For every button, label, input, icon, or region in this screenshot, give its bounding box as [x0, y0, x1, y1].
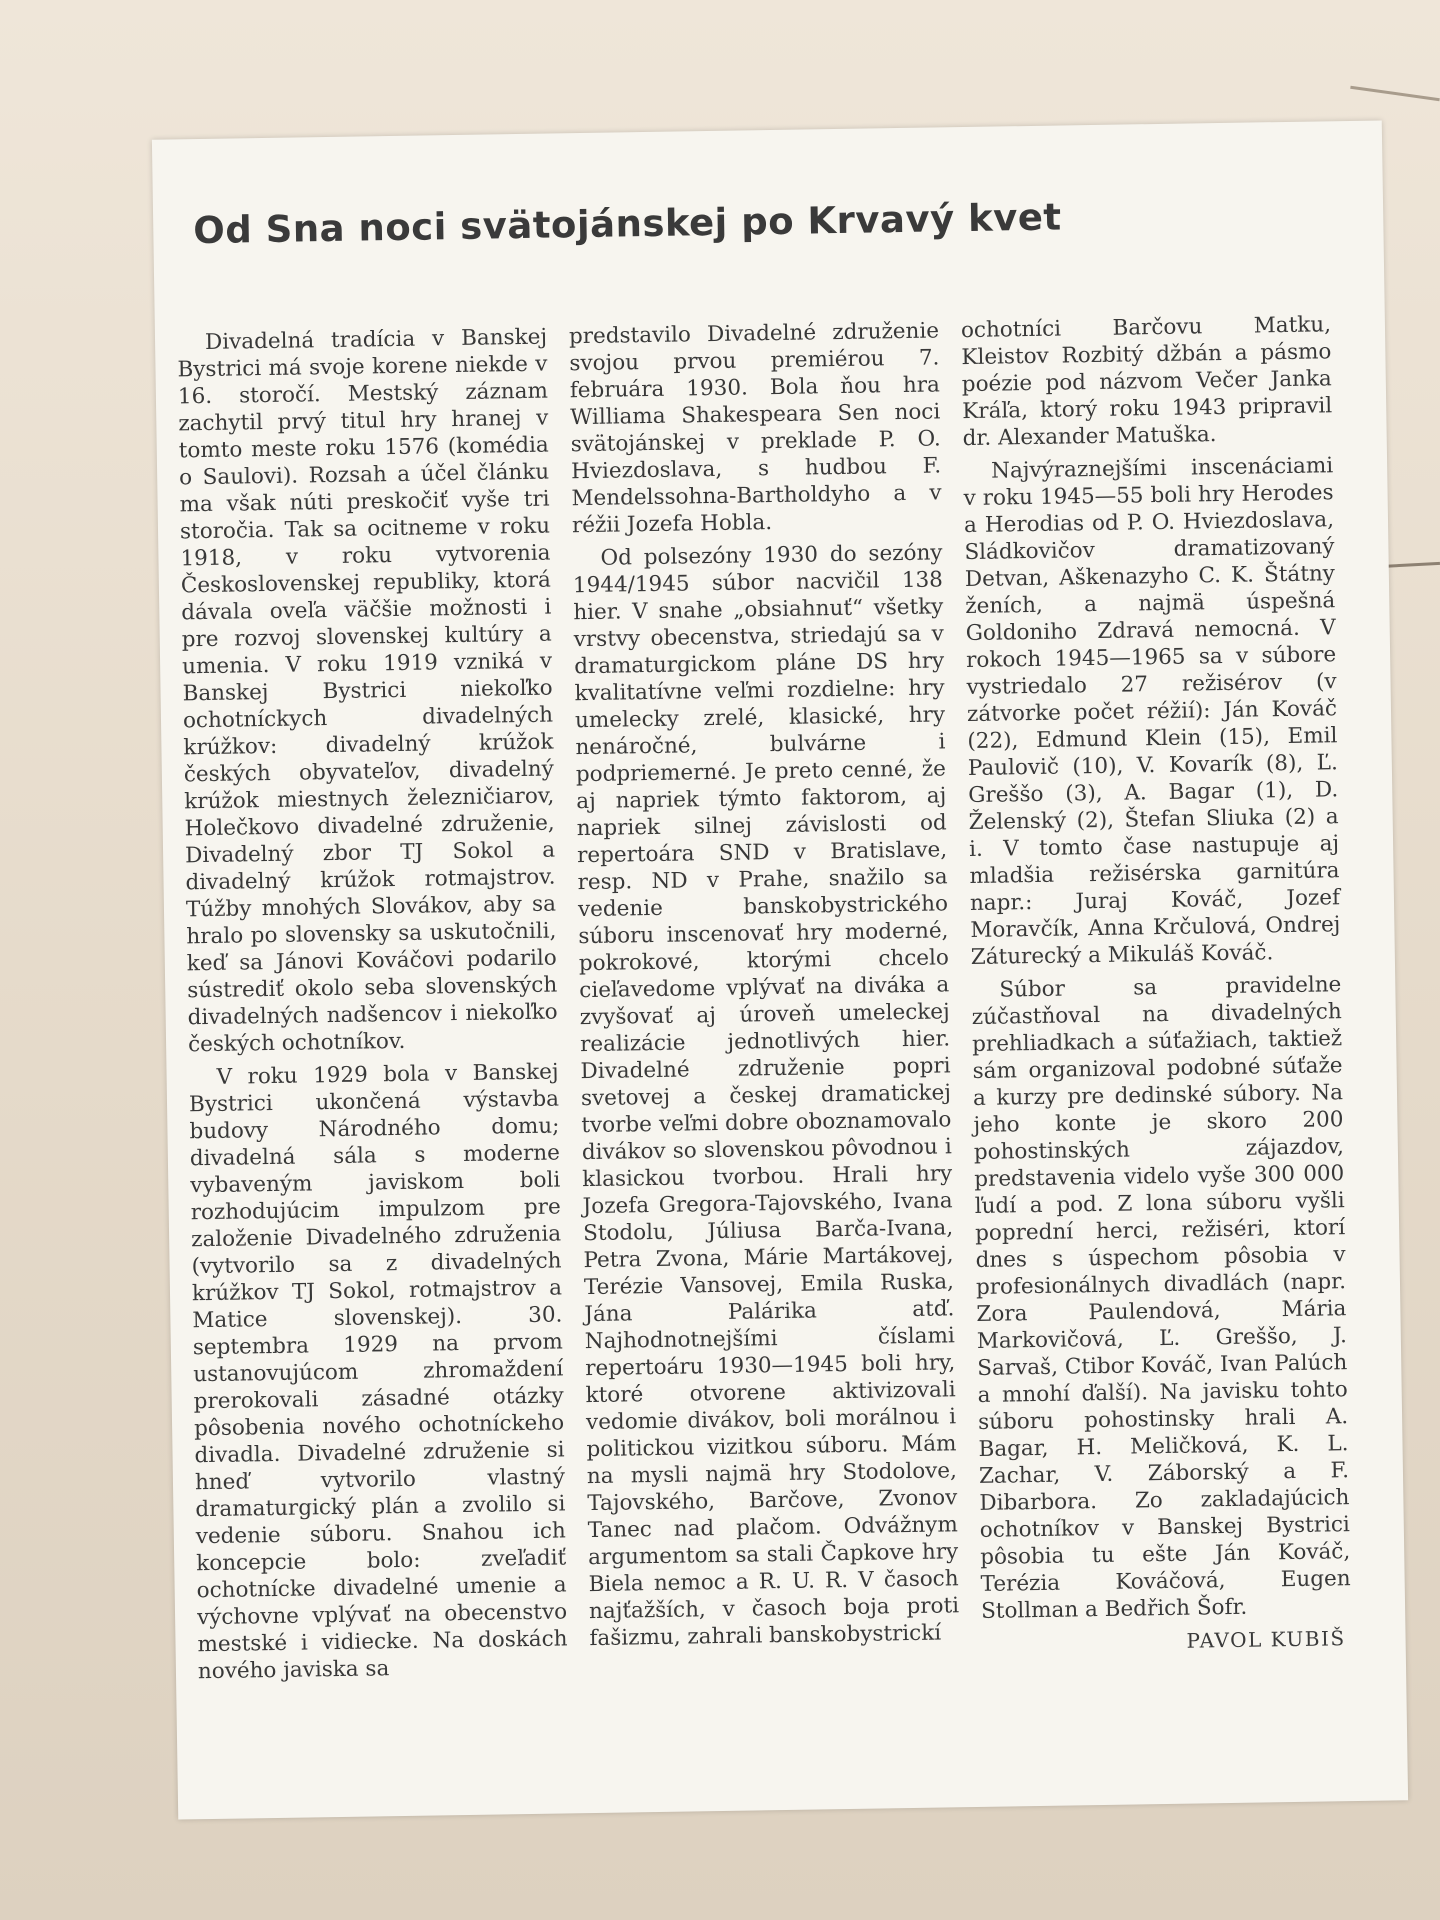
article-column-3 [961, 311, 1354, 1777]
article-paragraph: V roku 1929 bola v Banskej Bystrici ukončená výstavba budovy Národného domu; divadelná sála s moderne vybaveným javiskom boli rozhodujúcim impulzom pre založenie Divadelného združenia (vytvorilo sa z divadelných krúžkov TJ Sokol, rotmajstrov a Matice slovenskej). 30. septembra 1929 na prvom ustanovujúcom zhromaždení prerokovali zásadné otázky pôsobenia nového ochotníckeho divadla. Divadelné združenie si hneď vytvorilo vlastný dramaturgický plán a zvolilo si vedenie súboru. Snahou ich koncepcie bolo: zveľadiť ochotnícke divadelné umenie a výchovne vplývať na obecenstvo mestské i vidiecke. Na doskách nového javiska sa [188, 1059, 568, 1685]
article-body [177, 311, 1388, 1789]
author-signature: PAVOL KUBIŠ [1186, 1626, 1346, 1653]
article-paragraph: predstavilo Divadelné združenie svojou prvou premiérou 7. februára 1930. Bola ňou hra Williama Shakespeara Sen noci svätojánskej v preklade P. O. Hviezdoslava, s hudbou F. Mendelssohna-Bartholdyho a v réžii Jozefa Hobla. [568, 318, 942, 539]
newspaper-clipping [152, 120, 1408, 1819]
article-paragraph: Súbor sa pravidelne zúčastňoval na divadelných prehliadkach a súťažiach, taktiež sám organizoval podobné súťaže a kurzy pre dedinské súbory. Na jeho konte je skoro 200 pohostinských zájazdov, predstavenia videlo vyše 300 000 ľudí a pod. Z lona súboru vyšli poprední herci, režiséri, ktorí dnes s úspechom pôsobia v profesionálnych divadlách (napr. Zora Paulendová, Mária Markovičová, Ľ. Greššo, J. Sarvaš, Ctibor Kováč, Ivan Palúch a mnohí ďalší). Na javisku tohto súboru pohostinsky hrali A. Bagar, H. Meličková, K. L. Zachar, V. Záborský a F. Dibarbora. Zo zakladajúcich ochotníkov v Banskej Bystrici pôsobia tu ešte Ján Kováč, Terézia Kováčová, Eugen Stollman a Bedřich Šofr. [971, 972, 1351, 1624]
article-paragraph: Divadelná tradícia v Banskej Bystrici má svoje korene niekde v 16. storočí. Mestský záznam zachytil prvý titul hry hranej v tomto meste roku 1576 (komédia o Saulovi). Rozsah a účel článku ma však núti preskočiť vyše tri storočia. Tak sa ocitneme v roku 1918, v roku vytvorenia Československej republiky, ktorá dávala oveľa väčšie možnosti i pre rozvoj slovenskej kultúry a umenia. V roku 1919 vzniká v Banskej Bystrici niekoľko ochotníckych divadelných krúžkov: divadelný krúžok českých obyvateľov, divadelný krúžok miestnych železničiarov, Holečkovo divadelné združenie, Divadelný zbor TJ Sokol a divadelný krúžok rotmajstrov. Túžby mnohých Slovákov, aby sa hralo po slovensky sa uskutočnili, keď sa Jánovi Kováčovi podarilo sústrediť okolo seba slovenských divadelných nadšencov i niekoľko českých ochotníkov. [177, 324, 558, 1058]
article-paragraph: Od polsezóny 1930 do sezóny 1944/1945 súbor nacvičil 138 hier. V snahe „obsiahnuť“ všetky vrstvy obecenstva, striedajú sa v dramaturgickom pláne DS hry kvalitatívne veľmi rozdielne: hry umelecky zrelé, klasické, hry nenáročné, bulvárne i podpriemerné. Je preto cenné, že aj napriek týmto faktorom, aj napriek silnej závislosti od repertoára SND v Bratislave, resp. ND v Prahe, snažilo sa vedenie banskobystrického súboru inscenovať hry moderné, pokrokové, ktorými chcelo cieľavedome vplývať na diváka a zvyšovať aj úroveň umeleckej realizácie jednotlivých hier. Divadelné združenie popri svetovej a českej dramatickej tvorbe veľmi dobre oboznamovalo divákov so slovenskou pôvodnou i klasickou tvorbou. Hrali hry Jozefa Gregora-Tajovského, Ivana Stodolu, Júliusa Barča-Ivana, Petra Zvona, Márie Martákovej, Terézie Vansovej, Emila Ruska, Jána Palárika atď. Najhodnotnejšími číslami repertoáru 1930—1945 boli hry, ktoré otvorene aktivizovali vedomie divákov, boli morálnou i politickou vizitkou súboru. Mám na mysli najmä hry Stodolove, Tajovského, Barčove, Zvonov Tanec nad plačom. Odvážnym argumentom sa stali Čapkove hry Biela nemoc a R. U. R. V časoch najťažších, v časoch boja proti fašizmu, zahrali banskobystrickí [572, 540, 960, 1652]
article-paragraph: Najvýraznejšími inscenáciami v roku 1945—55 boli hry Herodes a Herodias od P. O. Hviezdoslava, Sládkovičov dramatizovaný Detvan, Aškenazyho C. K. Štátny ženích, a najmä úspešná Goldoniho Zdravá nemocná. V rokoch 1945—1965 sa v súbore vystriedalo 27 režisérov (v zátvorke počet réžií): Ján Kováč (22), Edmund Klein (15), Emil Paulovič (10), V. Kovarík (8), Ľ. Greššo (3), A. Bagar (1), D. Želenský (2), Štefan Sliuka (2) a i. V tomto čase nastupuje aj mladšia režisérska garnitúra napr.: Juraj Kováč, Jozef Moravčík, Anna Krčulová, Ondrej Záturecký a Mikuláš Kováč. [963, 453, 1341, 970]
article-paragraph: ochotníci Barčovu Matku, Kleistov Rozbitý džbán a pásmo poézie pod názvom Večer Janka Kráľa, ktorý roku 1943 pripravil dr. Alexander Matuška. [960, 312, 1333, 452]
article-headline: Od Sna noci svätojánskej po Krvavý kvet [192, 195, 1062, 253]
article-column-1 [177, 324, 570, 1790]
article-column-2 [569, 317, 962, 1783]
